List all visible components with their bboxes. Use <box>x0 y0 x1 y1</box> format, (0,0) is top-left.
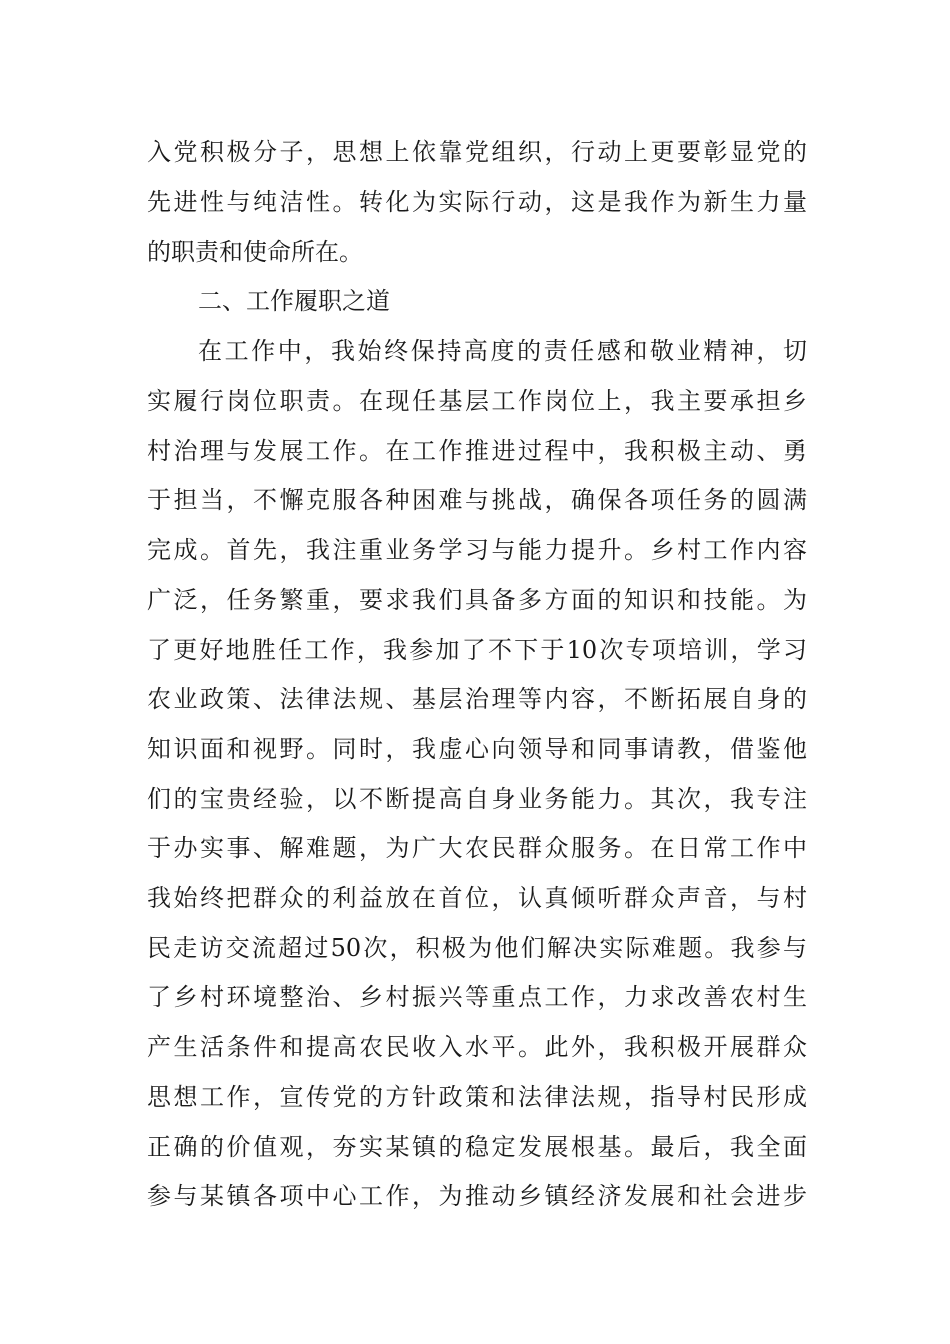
text-line: 正确的价值观，夯实某镇的稳定发展根基。最后，我全面 <box>147 1133 807 1161</box>
text-line: 实履行岗位职责。在现任基层工作岗位上，我主要承担乡 <box>147 387 807 415</box>
text-line: 产生活条件和提高农民收入水平。此外，我积极开展群众 <box>147 1033 807 1061</box>
text-line: 思想工作，宣传党的方针政策和法律法规，指导村民形成 <box>147 1083 807 1111</box>
text-line: 入党积极分子，思想上依靠党组织，行动上更要彰显党的 <box>147 138 807 166</box>
text-line: 参与某镇各项中心工作，为推动乡镇经济发展和社会进步 <box>147 1182 807 1210</box>
text-line: 完成。首先，我注重业务学习与能力提升。乡村工作内容 <box>147 536 807 564</box>
text-line: 知识面和视野。同时，我虚心向领导和同事请教，借鉴他 <box>147 735 807 763</box>
text-line: 村治理与发展工作。在工作推进过程中，我积极主动、勇 <box>147 437 807 465</box>
text-line: 们的宝贵经验，以不断提高自身业务能力。其次，我专注 <box>147 785 807 813</box>
text-line: 广泛，任务繁重，要求我们具备多方面的知识和技能。为 <box>147 586 807 614</box>
section-heading: 二、工作履职之道 <box>198 287 390 315</box>
text-line: 农业政策、法律法规、基层治理等内容，不断拓展自身的 <box>147 685 807 713</box>
text-line: 先进性与纯洁性。转化为实际行动，这是我作为新生力量 <box>147 188 807 216</box>
text-line: 于担当，不懈克服各种困难与挑战，确保各项任务的圆满 <box>147 486 807 514</box>
paragraph-first-line: 在工作中，我始终保持高度的责任感和敬业精神，切 <box>198 337 807 365</box>
text-line: 我始终把群众的利益放在首位，认真倾听群众声音，与村 <box>147 884 807 912</box>
text-line: 的职责和使命所在。 <box>147 238 363 266</box>
text-line: 了乡村环境整治、乡村振兴等重点工作，力求改善农村生 <box>147 983 807 1011</box>
text-line: 民走访交流超过50次，积极为他们解决实际难题。我参与 <box>147 934 807 962</box>
text-line: 于办实事、解难题，为广大农民群众服务。在日常工作中 <box>147 834 807 862</box>
text-line: 了更好地胜任工作，我参加了不下于10次专项培训，学习 <box>147 636 807 664</box>
